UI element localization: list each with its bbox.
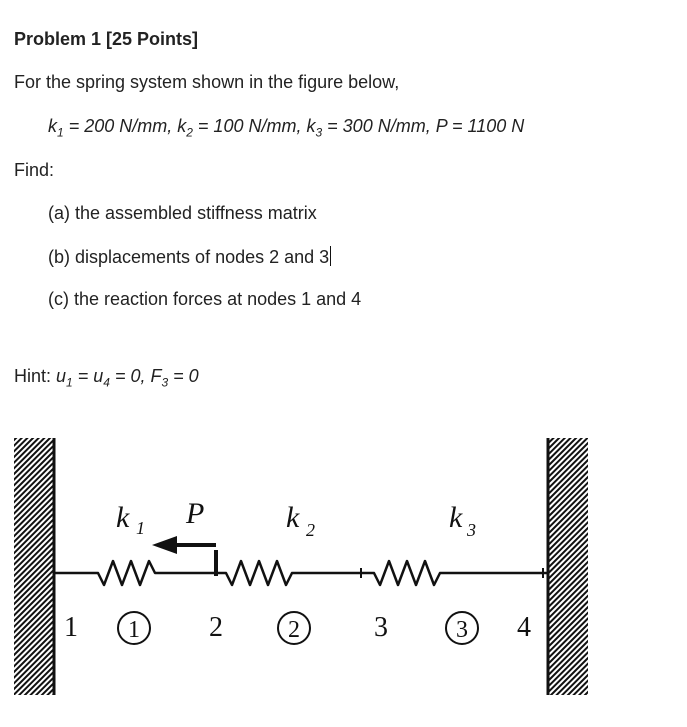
part-c: (c) the reaction forces at nodes 1 and 4	[48, 289, 362, 309]
node-label-1: 1	[64, 612, 78, 643]
hint-eq3: = 0	[168, 366, 199, 386]
k1-symbol: k	[48, 116, 57, 136]
load-arrow-head	[152, 536, 177, 554]
part-b-text: (b) displacements of nodes 2 and 3	[48, 247, 330, 267]
hint-u1: u	[56, 366, 67, 386]
load-value: P = 1100 N	[435, 116, 525, 136]
fig-k2-subscript: 2	[306, 520, 315, 540]
hint-u1-sub: 1	[66, 375, 73, 390]
hint-u4: u	[93, 366, 104, 386]
spring-chain	[54, 561, 548, 585]
fig-k1-symbol: k	[116, 501, 130, 534]
element-label-1: 1	[128, 617, 140, 643]
hint-f3-sub: 3	[161, 375, 169, 390]
k2-subscript: 2	[186, 125, 193, 140]
part-a: (a) the assembled stiffness matrix	[48, 203, 317, 223]
k2-value: = 100 N/mm,	[192, 116, 307, 136]
left-wall	[14, 438, 54, 695]
k1-value: = 200 N/mm,	[63, 116, 178, 136]
part-b	[48, 246, 331, 268]
hint-u4-sub: 4	[103, 375, 110, 390]
node-label-3: 3	[374, 612, 388, 643]
given-values	[48, 116, 524, 140]
text-cursor	[330, 246, 331, 266]
fig-k1-subscript: 1	[136, 518, 145, 538]
hint-eq2: = 0,	[109, 366, 151, 386]
fig-load-label: P	[186, 497, 205, 530]
k3-symbol: k	[306, 116, 316, 136]
node-label-4: 4	[517, 612, 531, 643]
element-label-2: 2	[288, 617, 300, 643]
right-wall	[548, 438, 588, 695]
fig-k3-subscript: 3	[467, 520, 476, 540]
k2-symbol: k	[177, 116, 187, 136]
node-label-2: 2	[209, 612, 223, 643]
fig-k3-symbol: k	[449, 501, 463, 534]
find-label: Find:	[14, 160, 55, 180]
element-label-3: 3	[456, 617, 468, 643]
hint-eq1: =	[72, 366, 94, 386]
spring-system-figure	[0, 430, 687, 720]
hint-line	[14, 366, 199, 390]
problem-title: Problem 1 [25 Points]	[14, 29, 199, 49]
k3-value: = 300 N/mm,	[322, 116, 436, 136]
hint-prefix: Hint:	[14, 366, 57, 386]
k1-subscript: 1	[57, 125, 64, 140]
problem-intro: For the spring system shown in the figure below,	[14, 72, 400, 92]
hint-f3: F	[150, 366, 162, 386]
fig-k2-symbol: k	[286, 501, 300, 534]
k3-subscript: 3	[315, 125, 323, 140]
